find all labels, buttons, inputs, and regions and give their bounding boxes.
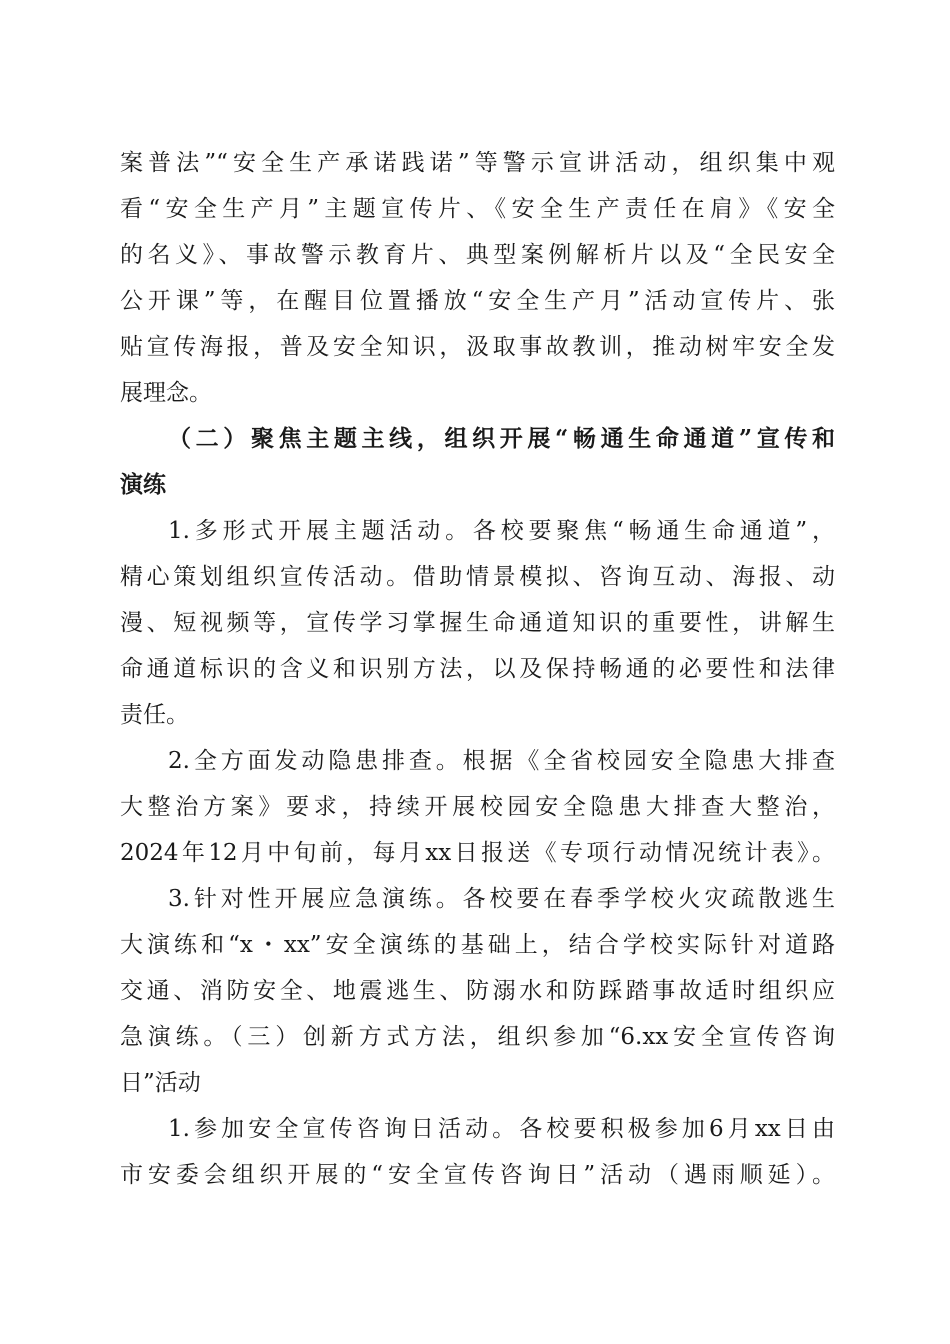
paragraph-line: 交通、消防安全、地震逃生、防溺水和防踩踏事故适时组织应 [120, 978, 835, 1004]
paragraph-line: 看“安全生产月”主题宣传片、《安全生产责任在肩》《安全 [120, 196, 835, 222]
paragraph-line: 案普法”“安全生产承诺践诺”等警示宣讲活动，组织集中观 [120, 150, 835, 176]
paragraph-line: 命通道标识的含义和识别方法，以及保持畅通的必要性和法律 [120, 656, 835, 682]
section-heading: 演练 [120, 471, 166, 498]
paragraph-line: 市安委会组织开展的“安全宣传咨询日”活动（遇雨顺延）。 [120, 1162, 835, 1188]
paragraph-line: 贴宣传海报，普及安全知识，汲取事故教训，推动树牢安全发 [120, 334, 835, 360]
paragraph-line: 公开课”等，在醒目位置播放“安全生产月”活动宣传片、张 [120, 288, 835, 314]
paragraph-line: 大整治方案》要求，持续开展校园安全隐患大排查大整治， [120, 794, 835, 820]
document-body [120, 140, 835, 1198]
paragraph-line: 2024年12月中旬前，每月xx日报送《专项行动情况统计表》。 [120, 840, 835, 866]
section-heading: （二）聚焦主题主线，组织开展“畅通生命通道”宣传和 [168, 425, 835, 452]
paragraph-line: 日”活动 [120, 1070, 201, 1096]
paragraph-line: 展理念。 [120, 380, 212, 406]
item-heading: 3.针对性开展应急演练。各校要在春季学校火灾疏散逃生 [168, 886, 835, 912]
paragraph-line: 漫、短视频等，宣传学习掌握生命通道知识的重要性，讲解生 [120, 610, 835, 636]
item-heading: 1.多形式开展主题活动。各校要聚焦“畅通生命通道”， [168, 518, 835, 544]
paragraph-line: 大演练和“x・xx”安全演练的基础上，结合学校实际针对道路 [120, 932, 835, 958]
item-heading: 1.参加安全宣传咨询日活动。各校要积极参加6月xx日由 [168, 1116, 835, 1142]
paragraph-line: 精心策划组织宣传活动。借助情景模拟、咨询互动、海报、动 [120, 564, 835, 590]
paragraph-line: 责任。 [120, 702, 189, 728]
item-heading: 2.全方面发动隐患排查。根据《全省校园安全隐患大排查 [168, 748, 835, 774]
paragraph-line: 急演练。（三）创新方式方法，组织参加“6.xx安全宣传咨询 [120, 1024, 835, 1050]
paragraph-line: 的名义》、事故警示教育片、典型案例解析片以及“全民安全 [120, 242, 835, 268]
